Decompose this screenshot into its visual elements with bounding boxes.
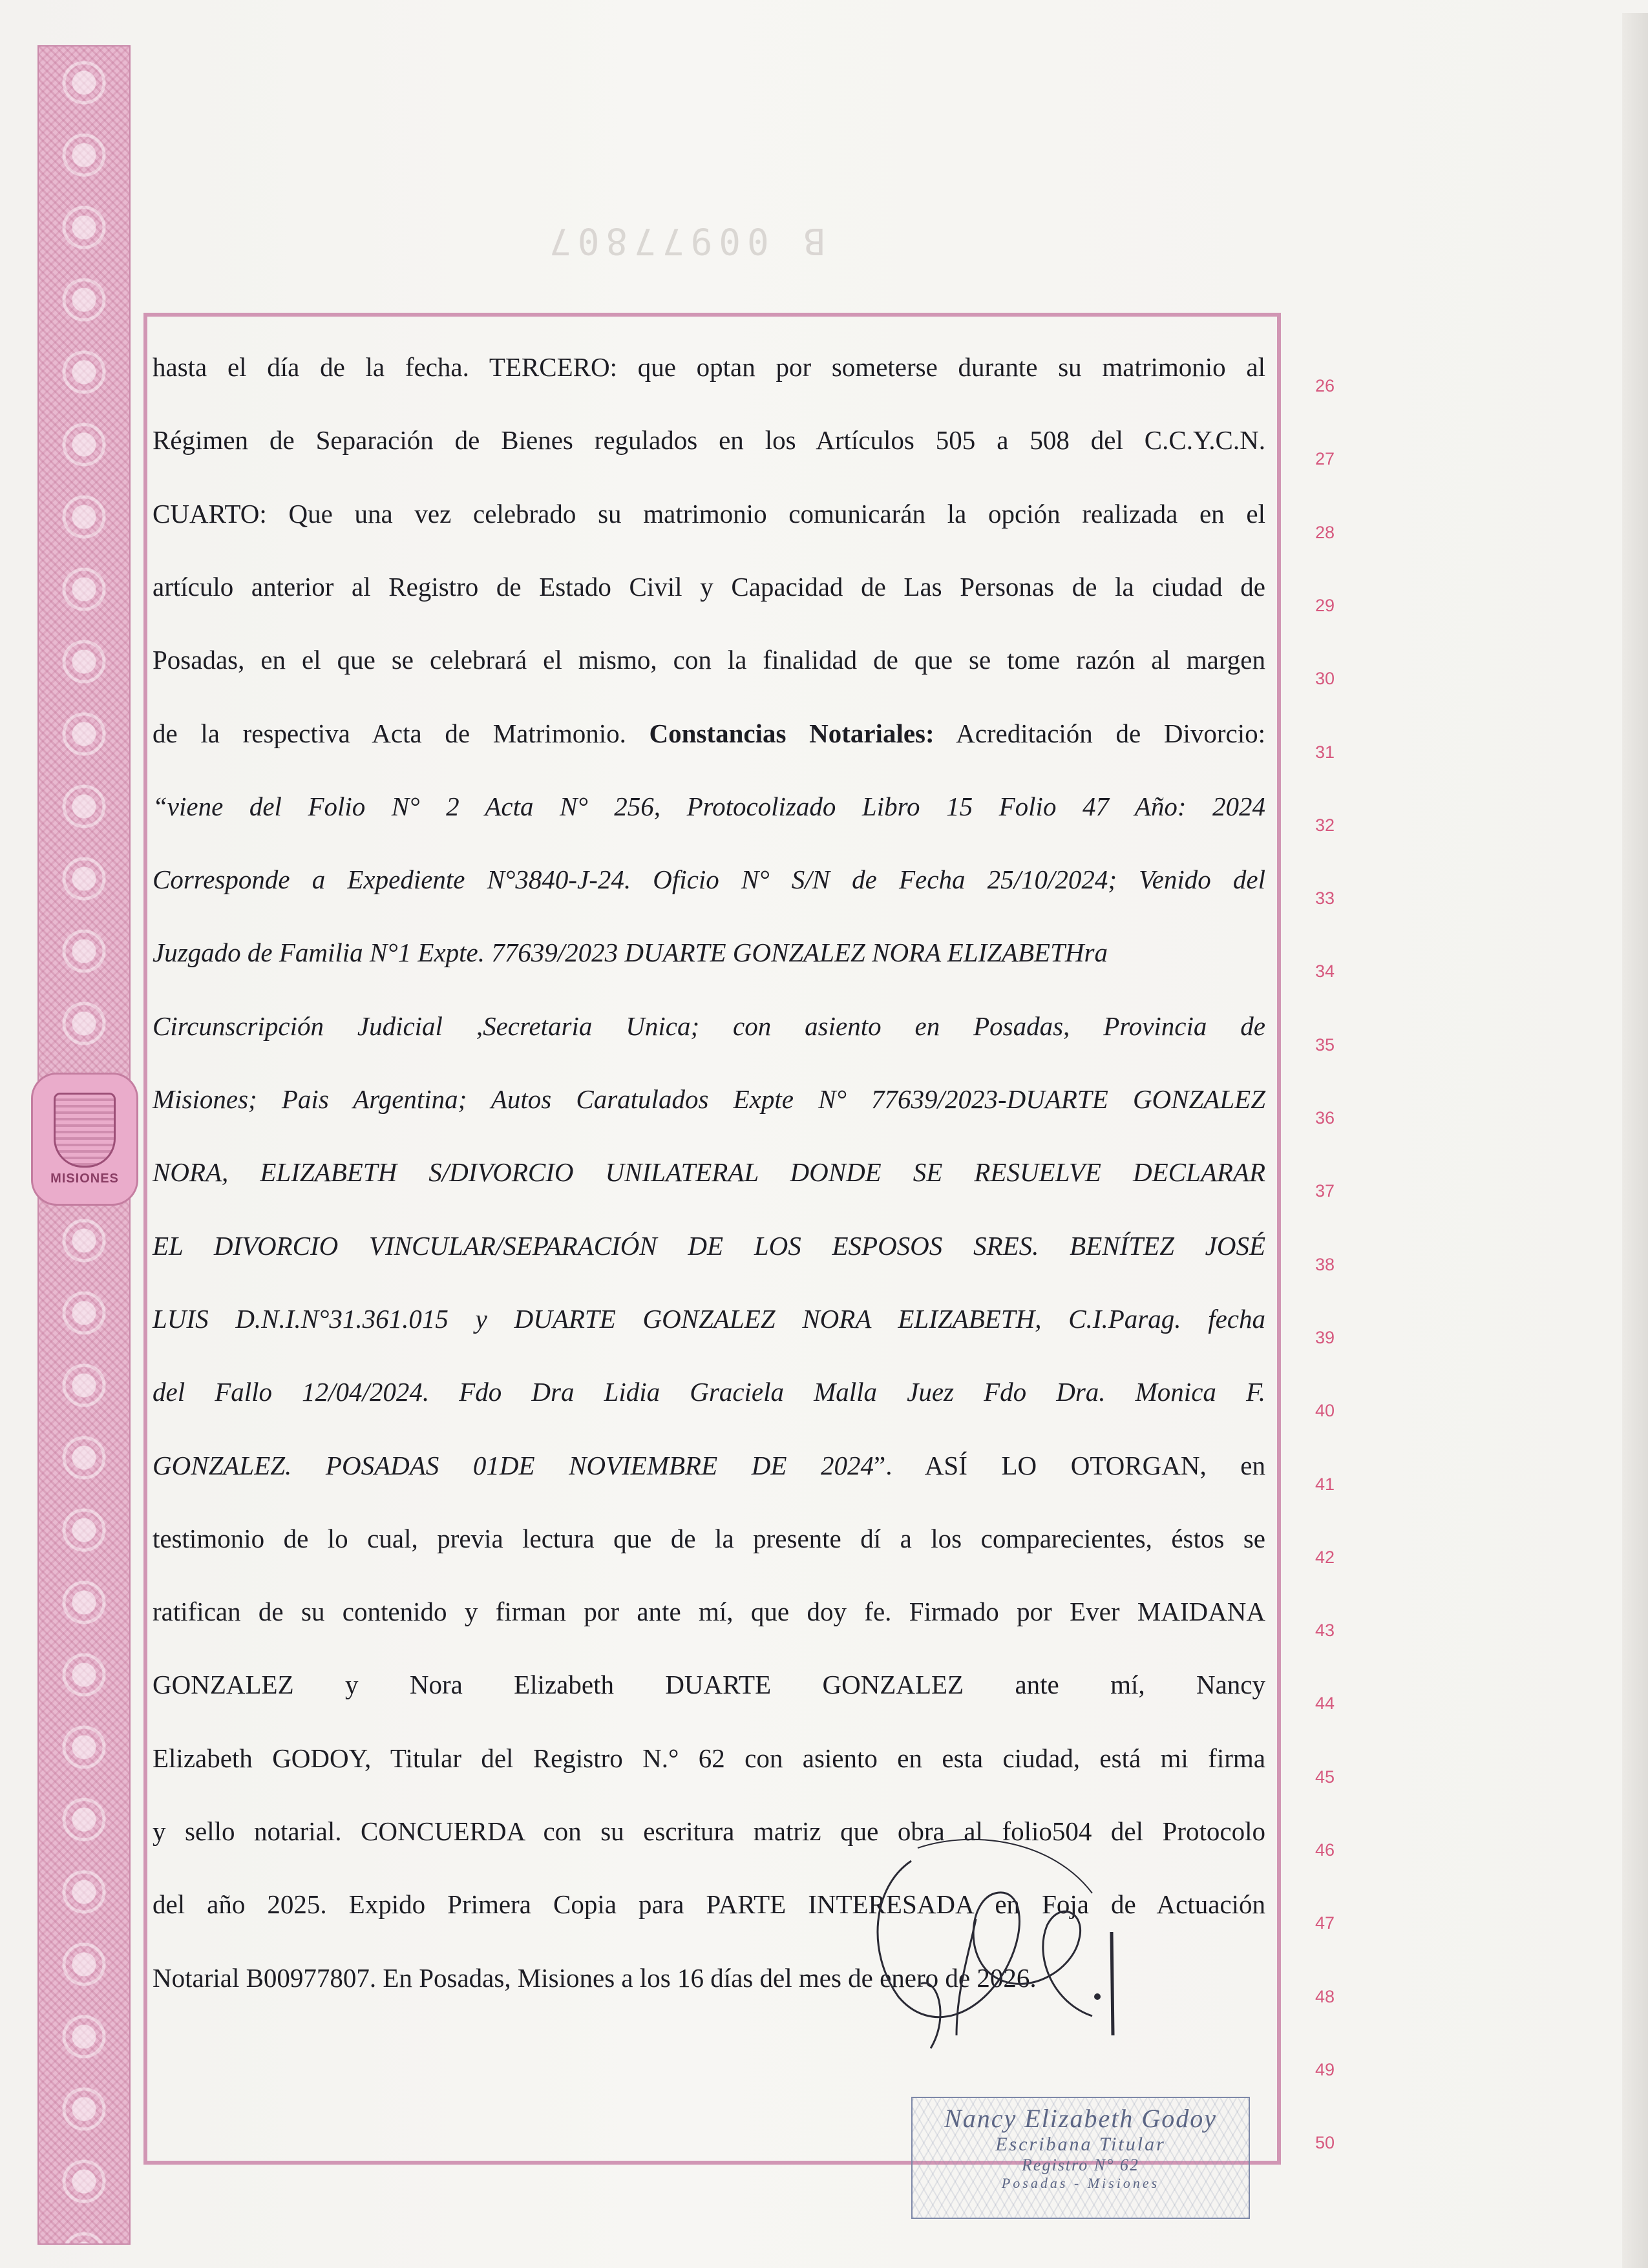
document-line bbox=[153, 1081, 1265, 1117]
line-number: 35 bbox=[1315, 1034, 1335, 1055]
document-line bbox=[153, 569, 1265, 605]
line-text: de la respectiva Acta de Matrimonio. bbox=[153, 718, 650, 748]
document-line bbox=[153, 496, 1265, 532]
document-line bbox=[153, 349, 1265, 385]
line-text: artículo anterior al Registro de Estado Civil y Capacidad de Las Personas de la ciudad de bbox=[153, 571, 1265, 602]
folio-serial-number: B 00977807 bbox=[543, 220, 826, 262]
page-fold bbox=[1622, 13, 1648, 2268]
line-text: ”. ASÍ LO OTORGAN, en bbox=[874, 1450, 1266, 1480]
line-text: hasta el día de la fecha. TERCERO: que optan por someterse durante su matrimonio al bbox=[153, 352, 1265, 382]
document-line bbox=[153, 861, 1265, 898]
line-text: del año 2025. Expido Primera Copia para PARTE INTERESADA en Foja de Actuación bbox=[153, 1889, 1265, 1920]
document-line bbox=[153, 1374, 1265, 1410]
document-line bbox=[153, 1593, 1265, 1630]
document-line bbox=[153, 1740, 1265, 1776]
line-number: 48 bbox=[1315, 1986, 1335, 2006]
line-text: CUARTO: Que una vez celebrado su matrimonio comunicarán la opción realizada en el bbox=[153, 498, 1265, 529]
line-number: 31 bbox=[1315, 742, 1335, 762]
line-text: Régimen de Separación de Bienes regulados en los Artículos 505 a 508 del C.C.Y.C.N. bbox=[153, 425, 1265, 456]
line-number: 34 bbox=[1315, 961, 1335, 982]
italic-text: Misiones; Pais Argentina; Autos Caratulados Expte N° 77639/2023-DUARTE GONZALEZ bbox=[153, 1084, 1265, 1114]
line-text: Posadas, en el que se celebrará el mismo, con la finalidad de que se tome razón al margen bbox=[153, 645, 1265, 675]
line-number: 42 bbox=[1315, 1547, 1335, 1567]
italic-text: NORA, ELIZABETH S/DIVORCIO UNILATERAL DONDE SE RESUELVE DECLARAR bbox=[153, 1157, 1265, 1188]
line-number: 39 bbox=[1315, 1327, 1335, 1347]
line-number: 50 bbox=[1315, 2133, 1335, 2153]
line-number: 44 bbox=[1315, 1694, 1335, 1714]
line-text: Acreditación de Divorcio: bbox=[934, 718, 1266, 748]
document-line bbox=[153, 642, 1265, 678]
line-number: 27 bbox=[1315, 449, 1335, 469]
line-number: 43 bbox=[1315, 1621, 1335, 1641]
italic-text: Circunscripción Judicial ,Secretaria Unica; con asiento en Posadas, Provincia de bbox=[153, 1011, 1265, 1041]
province-seal bbox=[31, 1073, 138, 1206]
line-number: 36 bbox=[1315, 1108, 1335, 1128]
document-line bbox=[153, 1301, 1265, 1337]
line-text: testimonio de lo cual, previa lectura que de la presente dí a los comparecientes, éstos se bbox=[153, 1523, 1265, 1553]
line-number: 33 bbox=[1315, 888, 1335, 908]
document-line bbox=[153, 1008, 1265, 1044]
line-text: y sello notarial. CONCUERDA con su escritura matriz que obra al folio504 del Protocolo bbox=[153, 1816, 1265, 1846]
notary-stamp bbox=[911, 2097, 1250, 2219]
italic-text: del Fallo 12/04/2024. Fdo Dra Lidia Graciela Malla Juez Fdo Dra. Monica F. bbox=[153, 1377, 1265, 1407]
document-line bbox=[153, 422, 1265, 458]
seal-label: MISIONES bbox=[50, 1171, 119, 1186]
document-line bbox=[153, 934, 1265, 971]
document-line bbox=[153, 1154, 1265, 1190]
line-number: 38 bbox=[1315, 1254, 1335, 1274]
line-number: 49 bbox=[1315, 2059, 1335, 2079]
document-line bbox=[153, 715, 1265, 751]
handwritten-signature bbox=[860, 1822, 1196, 2094]
stamp-registry: Registro N° 62 bbox=[1022, 2156, 1139, 2174]
stamp-name: Nancy Elizabeth Godoy bbox=[944, 2104, 1217, 2133]
line-text: Elizabeth GODOY, Titular del Registro N.° 62 con asiento en esta ciudad, está mi firma bbox=[153, 1743, 1265, 1773]
italic-text: EL DIVORCIO VINCULAR/SEPARACIÓN DE LOS ESPOSOS SRES. BENÍTEZ JOSÉ bbox=[153, 1230, 1265, 1261]
stamp-title: Escribana Titular bbox=[995, 2134, 1166, 2155]
line-number: 47 bbox=[1315, 1913, 1335, 1933]
line-number: 41 bbox=[1315, 1474, 1335, 1494]
document-line bbox=[153, 1666, 1265, 1703]
line-number: 30 bbox=[1315, 669, 1335, 689]
line-number: 45 bbox=[1315, 1767, 1335, 1787]
bold-text: Constancias Notariales: bbox=[649, 718, 935, 748]
line-number: 28 bbox=[1315, 522, 1335, 542]
document-line bbox=[153, 788, 1265, 824]
stamp-place: Posadas - Misiones bbox=[1001, 2175, 1160, 2191]
line-number: 40 bbox=[1315, 1401, 1335, 1421]
italic-text: “viene del Folio N° 2 Acta N° 256, Protocolizado Libro 15 Folio 47 Año: 2024 bbox=[153, 791, 1265, 821]
line-number: 26 bbox=[1315, 376, 1335, 395]
italic-text: GONZALEZ. POSADAS 01DE NOVIEMBRE DE 2024 bbox=[153, 1450, 874, 1480]
line-number: 37 bbox=[1315, 1181, 1335, 1201]
line-number: 46 bbox=[1315, 1840, 1335, 1860]
italic-text: LUIS D.N.I.N°31.361.015 y DUARTE GONZALEZ NORA ELIZABETH, C.I.Parag. fecha bbox=[153, 1303, 1265, 1334]
coat-of-arms-icon bbox=[54, 1093, 116, 1168]
italic-text: Juzgado de Familia N°1 Expte. 77639/2023 DUARTE GONZALEZ NORA ELIZABETHra bbox=[153, 938, 1108, 968]
document-line bbox=[153, 1447, 1265, 1484]
italic-text: Corresponde a Expediente N°3840-J-24. Oficio N° S/N de Fecha 25/10/2024; Venido del bbox=[153, 865, 1265, 895]
line-text: GONZALEZ y Nora Elizabeth DUARTE GONZALEZ ante mí, Nancy bbox=[153, 1670, 1265, 1700]
line-number: 32 bbox=[1315, 815, 1335, 835]
document-line bbox=[153, 1520, 1265, 1557]
line-text: ratifican de su contenido y firman por ante mí, que doy fe. Firmado por Ever MAIDANA bbox=[153, 1597, 1265, 1627]
line-number: 29 bbox=[1315, 595, 1335, 615]
document-line bbox=[153, 1228, 1265, 1264]
line-text: Notarial B00977807. En Posadas, Misiones a los 16 días del mes de enero de 2026. bbox=[153, 1962, 1037, 1993]
